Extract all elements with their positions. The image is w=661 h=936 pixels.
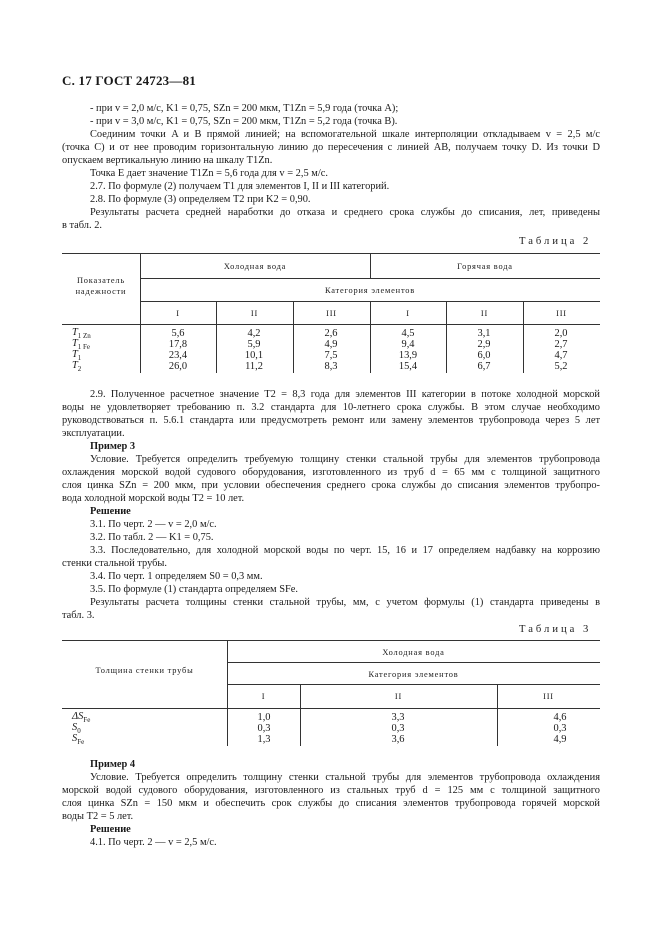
solution-heading: Решение [90,824,131,835]
text-line: охлаждения морской водой судового оборудования, изготовленного из труб d = 65 мм с толщиной защитного [62,467,600,478]
text-line: эксплуатации. [62,428,125,439]
table-2-col: III [556,309,567,318]
text-line: слоя цинка SZn = 150 мкм и обеспечить срок службы до списания элементов трубопровода горячей морской [62,798,600,809]
text-line: Условие. Требуется определить требуемую толщину стенки стальной трубы для элементов трубопровода [90,454,600,465]
text-line: Условие. Требуется определить толщину стенки стальной трубы для элементов трубопровода охлаждения [90,772,600,783]
text-line: табл. 3. [62,610,95,621]
example-4-heading: Пример 4 [90,759,136,770]
text-line: опускаем вертикальную линию на шкалу T1Zn. [62,155,273,166]
table-3-row-header: Толщина стенки трубы [95,666,194,675]
text-line: в табл. 2. [62,220,102,231]
table-2-row-header: Показатель [76,276,126,285]
table-3-category: Категория элементов [368,670,459,679]
text-line: Результаты расчета средней наработки до отказа и среднего срока службы до списания, лет, приведены [90,207,600,218]
table-2-group-hot: Горячая вода [457,262,513,271]
text-line: 2.7. По формуле (2) получаем T1 для элементов I, II и III категорий. [90,181,390,192]
example-3-heading: Пример 3 [90,441,136,452]
text-line: 3.3. Последовательно, для холодной морской воды по черт. 15, 16 и 17 определяем надбавку на коррозию [90,545,600,556]
text-line: Результаты расчета толщины стенки стальной трубы, мм, с учетом формулы (1) стандарта приведены в [90,597,600,608]
text-line: воды T2 = 5 лет. [62,811,134,822]
text-line: Точка E дает значение T1Zn = 5,6 года для v = 2,5 м/с. [90,168,328,179]
text-line: Соединим точки A и B прямой линией; на вспомогательной шкале интерполяции откладываем v = 2,5 м/с [90,129,600,140]
solution-heading: Решение [90,506,131,517]
table-2-group-cold: Холодная вода [223,262,287,271]
text-line: 3.5. По формуле (1) стандарта определяем SFe. [90,584,298,595]
table-2-col: II [480,309,489,318]
text-line: вода холодной морской воды T2 = 10 лет. [62,493,245,504]
text-line: 3.2. По табл. 2 — K1 = 0,75. [90,532,214,543]
table-3-col: III [543,692,554,701]
text-line: 2.9. Полученное расчетное значение T2 = 8,3 года для элементов III категории в потоке холодной морской [90,389,600,400]
page-header: С. 17 ГОСТ 24723—81 [62,73,196,88]
text-line: руководствоваться п. 5.6.1 стандарта или предусмотреть ремонт или замену элементов трубопровода через 5 лет [62,415,600,426]
text-line: - при v = 3,0 м/с, K1 = 0,75, SZn = 200 мкм, T1Zn = 5,2 года (точка B). [90,116,398,127]
table-2-col: I [176,309,180,318]
table-2-col: III [326,309,337,318]
table-2-row-header: надежности [75,287,127,296]
table-2-caption: Таблица 2 [519,236,592,247]
table-2-col: II [250,309,259,318]
table-3-caption: Таблица 3 [519,624,592,635]
text-line: воды не удовлетворяет требованию п. 3.2 стандарта для 10-летнего срока службы. В этом случае необходимо [62,402,600,413]
text-line: слоя цинка SZn = 200 мкм, при условии обеспечения среднего срока службы до списания элементов трубопро- [62,480,600,491]
text-line: 2.8. По формуле (3) определяем T2 при K2 = 0,90. [90,194,311,205]
table-2-category: Категория элементов [324,286,416,295]
text-line: стенки стальной трубы. [62,558,168,569]
text-line: морской водой судового оборудования, изготовленного из стальных труб d = 125 мм с толщиной защитного [62,785,600,796]
table-3-col: II [394,692,403,701]
text-line: 3.4. По черт. 1 определяем S0 = 0,3 мм. [90,571,263,582]
text-line: 4.1. По черт. 2 — v = 2,5 м/с. [90,837,217,848]
table-2-col: I [406,309,410,318]
table-3-group-cold: Холодная вода [382,648,445,657]
document-page: С. 17 ГОСТ 24723—81 - при v = 2,0 м/с, K1 = 0,75, SZn = 200 мкм, T1Zn = 5,9 года (точка A); - при v = 3,0 м/с, K1 = 0,75, SZn = 200 мкм, T1Zn = 5,2 года (точка B). Соединим точки A и B прямой линией; на вспомогательной шкале интерполяции откладываем v = 2,5 м/с (точка C) и от нее проводим горизонтальную линию до пересечения с линией AB, получаем точку D. Из точки D опускаем вертикальную линию на шкалу T1Zn. Точка E дает значение T1Zn = 5,6 года для v = 2,5 м/с. 2.7. По формуле (2) получаем T1 для элементов I, II и III категорий. 2.8. По формуле (3) определяем T2 при K2 = 0,90. Результаты расчета средней наработки до отказа и среднего срока службы до списания, лет, приведены в табл. 2. Таблица 2 Показатель надежности Холодная вода Горячая вода Категория элементов I II III I II III $T_{1 Zn}$ 5,6 4,2 2,6 4,5 3,1 2,0 $T_{1 Fe}$ 17,8 5,9 4,9 9,4 2,9 2,7 $T_1$ 23,4 10,1 7,5 13,9 6,0 4,7 $T_2$ 26,0 11,2 8,3 15,4 6,7 5,2 2.9. Полученное расчетное значение T2 = 8,3 года для элементов III категории в потоке холодной морской воды не удовлетворяет требованию п. 3.2 стандарта для 10-летнего срока службы. В этом случае необходимо руководствоваться п. 5.6.1 стандарта или предусмотреть ремонт или замену элементов трубопровода через 5 лет эксплуатации. Пример 3 Условие. Требуется определить требуемую толщину стенки стальной трубы для элементов трубопровода охлаждения морской водой судового оборудования, изготовленного из труб d = 65 мм с толщиной защитного слоя цинка SZn = 200 мкм, при условии обеспечения среднего срока службы до списания элементов трубопро- вода холодной морской воды T2 = 10 лет. Решение 3.1. По черт. 2 — v = 2,0 м/с. 3.2. По табл. 2 — K1 = 0,75. 3.3. Последовательно, для холодной морской воды по черт. 15, 16 и 17 определяем надбавку на коррозию стенки стальной трубы. 3.4. По черт. 1 определяем S0 = 0,3 мм. 3.5. По формуле (1) стандарта определяем SFe. Результаты расчета толщины стенки стальной трубы, мм, с учетом формулы (1) стандарта приведены в табл. 3. Таблица 3 Толщина стенки трубы Холодная вода Категория элементов I II III $\Delta S_{Fe}$ 1,0 3,3 4,6 $S_0$ 0,3 0,3 0,3 $S_{Fe}$ 1,3 3,6 4,9 Пример 4 Условие. Требуется определить толщину стенки стальной трубы для элементов трубопровода охлаждения морской водой судового оборудования, изготовленного из стальных труб d = 125 мм с толщиной защитного слоя цинка SZn = 150 мкм и обеспечить срок службы до списания элементов трубопровода горячей морской воды T2 = 5 лет. Решение 4.1. По черт. 2 — v = 2,5 м/с. [0,0,661,936]
text-line: (точка C) и от нее проводим горизонтальную линию до пересечения с линией AB, получаем точку D. Из точки D [62,142,600,153]
table-3-col: I [261,692,266,701]
text-line: 3.1. По черт. 2 — v = 2,0 м/с. [90,519,217,530]
text-line: - при v = 2,0 м/с, K1 = 0,75, SZn = 200 мкм, T1Zn = 5,9 года (точка A); [90,103,399,114]
